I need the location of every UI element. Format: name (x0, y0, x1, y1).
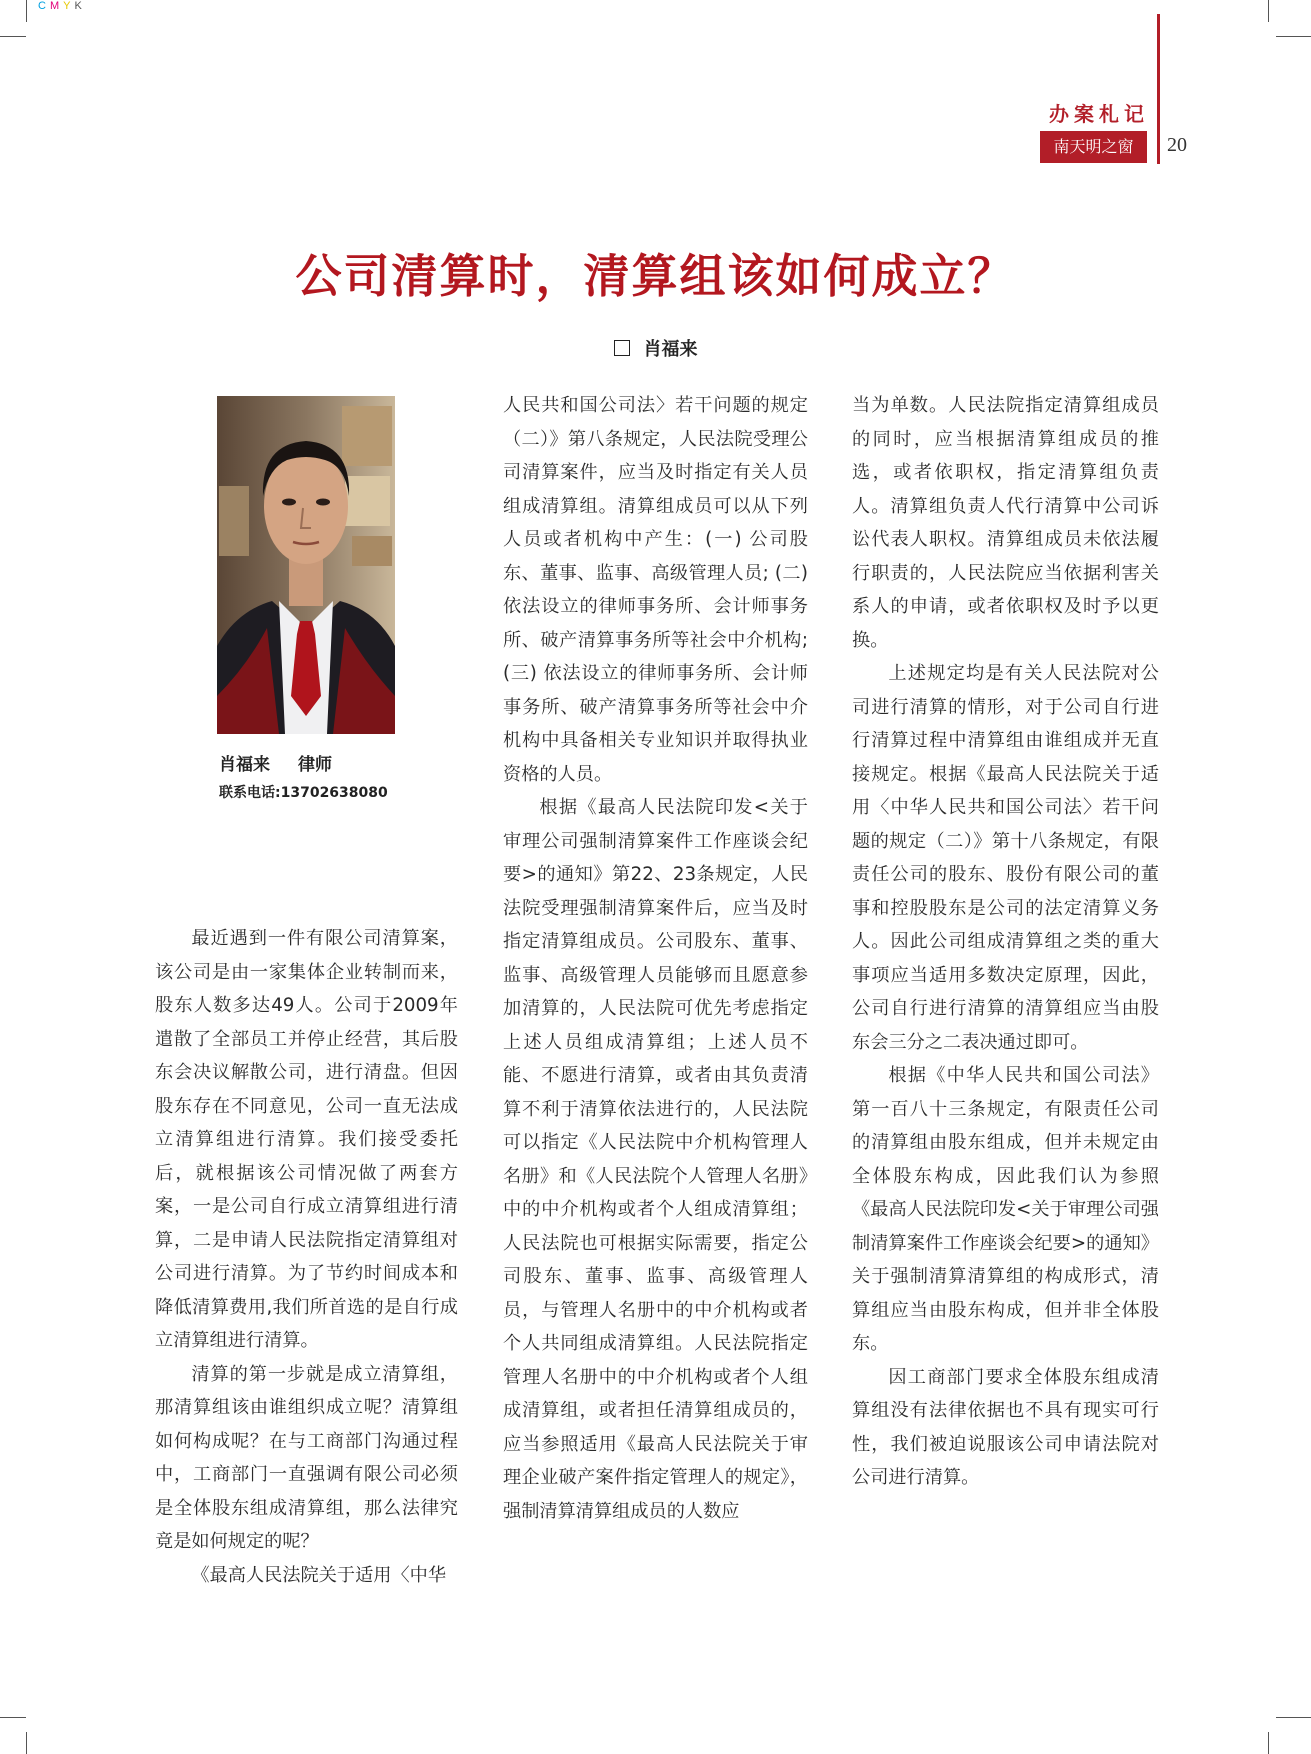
body-column-2 (503, 389, 808, 1528)
page-number: 20 (1167, 134, 1187, 156)
crop-mark (1268, 0, 1269, 22)
profile-name: 肖福来 (219, 755, 270, 775)
paragraph: 根据《中华人民共和国公司法》第一百八十三条规定，有限责任公司的清算组由股东组成，但并未规定由全体股东构成，因此我们认为参照《最高人民法院印发<关于审理公司强制清算案件工作座谈会纪要>的通知》关于强制清算清算组的构成形式，清算组应当由股东构成，但并非全体股东。 (852, 1065, 1159, 1354)
cmyk-y: Y (63, 0, 75, 12)
crop-mark (26, 0, 27, 22)
crop-mark (0, 36, 26, 37)
cmyk-marks (38, 0, 86, 12)
paragraph: 人民共和国公司法〉若干问题的规定（二）》第八条规定，人民法院受理公司清算案件，应当及时指定有关人员组成清算组。清算组成员可以从下列人员或者机构中产生：(一) 公司股东、董事、监事、高级管理人员; (二) 依法设立的律师事务所、会计师事务所、破产清算事务所等社会中介机构; (三) 依法设立的律师事务所、会计师事务所、破产清算事务所等社会中介机构中具备相关专业知识并取得执业资格的人员。 (503, 395, 808, 785)
portrait-icon (217, 396, 395, 734)
cmyk-k: K (74, 0, 86, 12)
crop-mark (26, 1732, 27, 1754)
profile-caption (219, 750, 332, 775)
crop-mark (1268, 1732, 1269, 1754)
header-accent-bar (1157, 14, 1160, 164)
paragraph: 当为单数。人民法院指定清算组成员的同时，应当根据清算组成员的推选，或者依职权，指定清算组负责人。清算组负责人代行清算中公司诉讼代表人职权。清算组成员未依法履行职责的，人民法院应当依据利害关系人的申请，或者依职权及时予以更换。 (852, 395, 1159, 651)
lawyer-portrait-photo (217, 396, 395, 734)
cmyk-m: M (49, 0, 64, 12)
paragraph: 因工商部门要求全体股东组成清算组没有法律依据也不具有现实可行性，我们被迫说服该公司申请法院对公司进行清算。 (852, 1366, 1159, 1488)
square-icon (614, 340, 630, 356)
cmyk-c: C (38, 0, 50, 12)
profile-role: 律师 (298, 755, 332, 775)
crop-mark (1276, 36, 1311, 37)
column-name-badge: 南天明之窗 (1040, 131, 1147, 163)
crop-mark (1276, 1717, 1311, 1718)
byline (0, 335, 1311, 361)
body-column-1 (155, 922, 458, 1592)
paragraph: 上述规定均是有关人民法院对公司进行清算的情形，对于公司自行进行清算过程中清算组由谁组成并无直接规定。根据《最高人民法院关于适用〈中华人民共和国公司法〉若干问题的规定（二）》第十八条规定，有限责任公司的股东、股份有限公司的董事和控股股东是公司的法定清算义务人。因此公司组成清算组之类的重大事项应当适用多数决定原理，因此，公司自行进行清算的清算组应当由股东会三分之二表决通过即可。 (852, 663, 1159, 1053)
paragraph: 清算的第一步就是成立清算组，那清算组该由谁组织成立呢？清算组如何构成呢？在与工商部门沟通过程中，工商部门一直强调有限公司必须是全体股东组成清算组，那么法律究竟是如何规定的呢？ (155, 1363, 458, 1552)
author-name: 肖福来 (643, 339, 698, 360)
crop-mark (0, 1717, 26, 1718)
article-title: 公司清算时，清算组该如何成立？ (295, 249, 1016, 303)
paragraph: 根据《最高人民法院印发<关于审理公司强制清算案件工作座谈会纪要>的通知》第22、23条规定，人民法院受理强制清算案件后，应当及时指定清算组成员。公司股东、董事、监事、高级管理人员能够而且愿意参加清算的，人民法院可优先考虑指定上述人员组成清算组；上述人员不能、不愿进行清算，或者由其负责清算不利于清算依法进行的，人民法院可以指定《人民法院中介机构管理人名册》和《人民法院个人管理人名册》中的中介机构或者个人组成清算组；人民法院也可根据实际需要，指定公司股东、董事、监事、高级管理人员，与管理人名册中的中介机构或者个人共同组成清算组。人民法院指定管理人名册中的中介机构或者个人组成清算组，或者担任清算组成员的，应当参照适用《最高人民法院关于审理企业破产案件指定管理人的规定》，强制清算清算组成员的人数应 (503, 797, 808, 1522)
paragraph: 《最高人民法院关于适用〈中华 (191, 1564, 447, 1586)
profile-phone: 联系电话:13702638080 (219, 785, 388, 801)
paragraph: 最近遇到一件有限公司清算案，该公司是由一家集体企业转制而来，股东人数多达49人。公司于2009年遣散了全部员工并停止经营，其后股东会决议解散公司，进行清盘。但因股东存在不同意见，公司一直无法成立清算组进行清算。我们接受委托后，就根据该公司情况做了两套方案，一是公司自行成立清算组进行清算，二是申请人民法院指定清算组对公司进行清算。为了节约时间成本和降低清算费用,我们所首选的是自行成立清算组进行清算。 (155, 928, 458, 1351)
body-column-3 (852, 389, 1159, 1495)
section-title: 办案札记 (1049, 102, 1149, 126)
